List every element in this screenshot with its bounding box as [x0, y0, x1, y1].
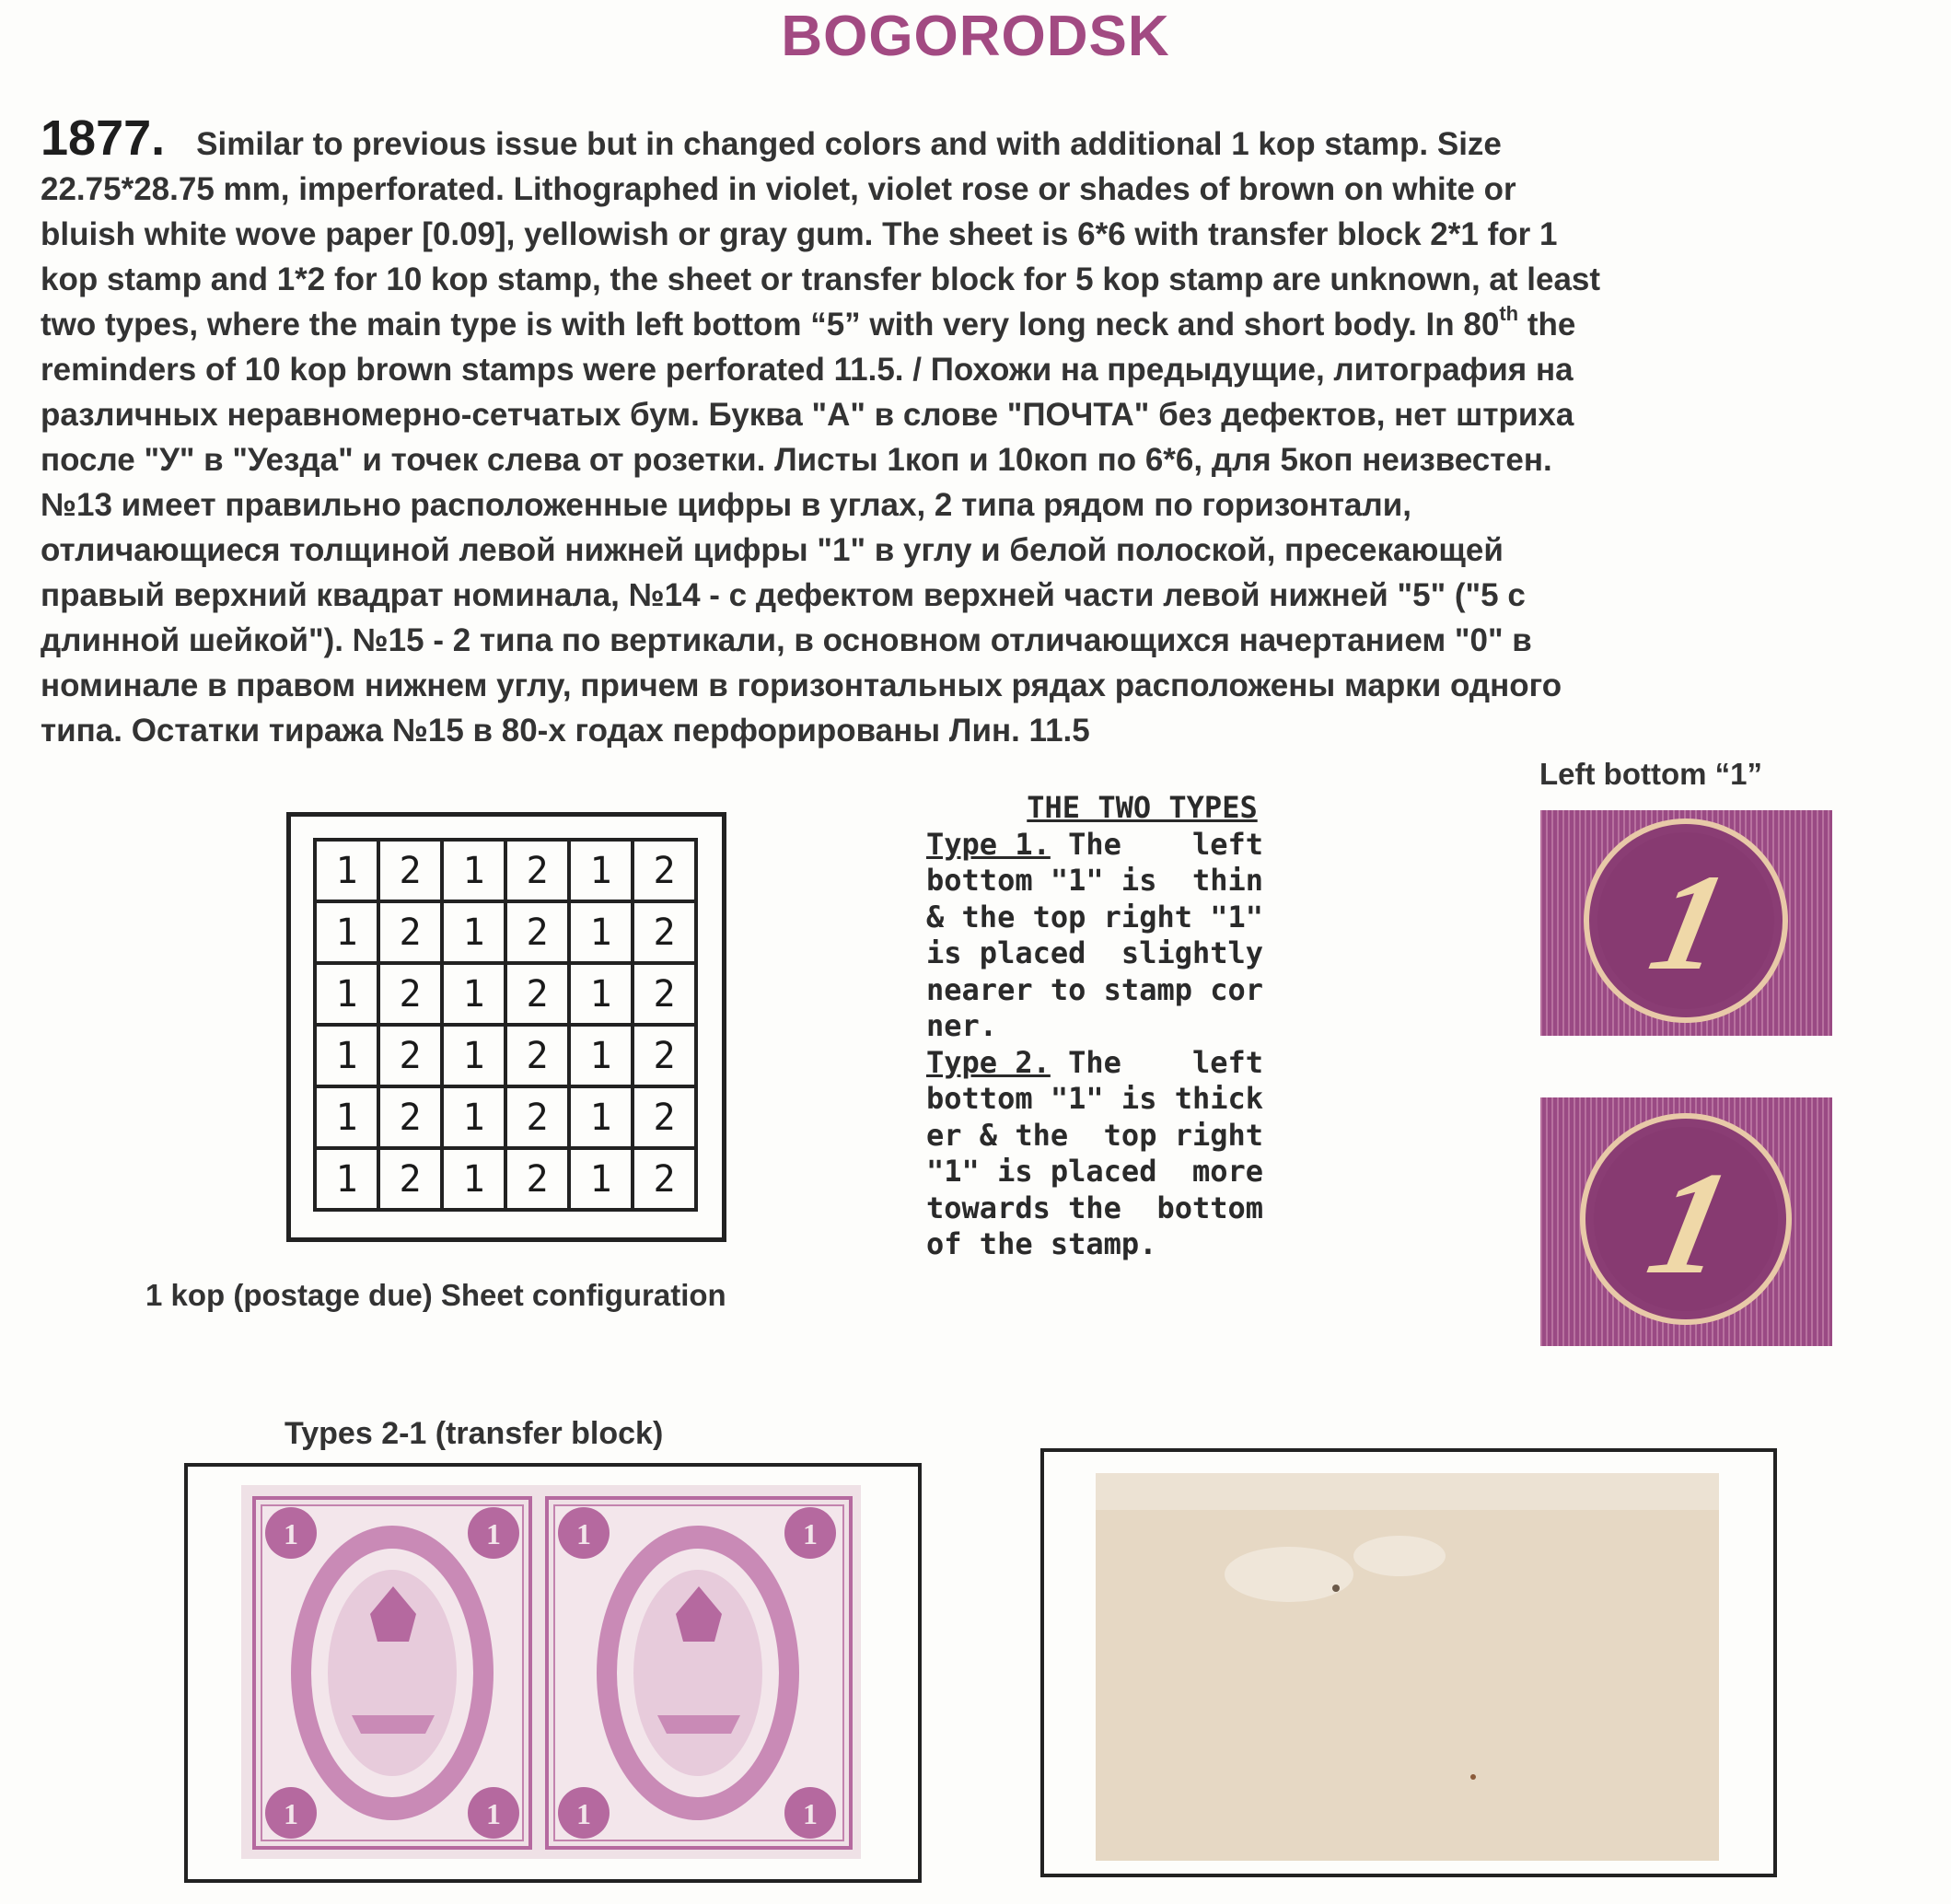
sheet-cell-type: 1	[444, 1027, 507, 1088]
sheet-cell-type: 1	[444, 842, 507, 903]
stamp-left-corner-value: 1	[284, 1797, 298, 1830]
transfer-block-caption: Types 2-1 (transfer block)	[285, 1416, 664, 1451]
enlargement-type1-digit: 1	[1639, 845, 1741, 999]
stamp-right	[547, 1498, 851, 1848]
sheet-cell-type: 2	[507, 1150, 571, 1212]
sheet-cell-type: 1	[317, 842, 380, 903]
sheet-cell-type: 2	[380, 1088, 444, 1150]
sheet-cell-type: 1	[571, 903, 634, 965]
sheet-cell-type: 2	[507, 1088, 571, 1150]
stamp-left-corner-value: 1	[486, 1797, 501, 1830]
sheet-cell-type: 1	[444, 1150, 507, 1212]
intro-paragraph	[41, 110, 1928, 753]
sheet-cell-type: 2	[380, 965, 444, 1027]
sheet-cell-type: 2	[380, 903, 444, 965]
sheet-cell-type: 2	[634, 903, 698, 965]
sheet-cell-type: 2	[507, 1027, 571, 1088]
sheet-cell-type: 2	[507, 965, 571, 1027]
sheet-cell-type: 2	[634, 1088, 698, 1150]
sheet-cell-type: 2	[507, 842, 571, 903]
type1-description	[926, 827, 1345, 1045]
sheet-cell-type: 1	[571, 1150, 634, 1212]
sheet-cell-type: 1	[317, 965, 380, 1027]
intro-text-a: Similar to previous issue but in changed colors and with additional 1 kop stamp. Size 22.75*28.75 mm, imperforated. Lithographed in violet, violet rose or shades of brown on white or bluish white wove paper [0.09], yellowish or gray gum. The sheet is 6*6 with transfer block 2*1 for 1 kop stamp and 1*2 for 10 kop stamp, the sheet or transfer block for 5 kop stamp are unknown, at least two types, where the main type is with left bottom “5” with very long neck and short body. In 80	[41, 126, 1601, 342]
stamp-right-corner-value: 1	[576, 1517, 591, 1550]
sheet-cell-type: 2	[634, 1150, 698, 1212]
stamp-left-corner-value: 1	[486, 1517, 501, 1550]
sheet-cell-type: 1	[317, 1027, 380, 1088]
sheet-configuration-grid	[313, 838, 698, 1212]
stamp-right-corner-value: 1	[803, 1797, 818, 1830]
sheet-cell-type: 1	[571, 842, 634, 903]
sheet-cell-type: 1	[571, 1027, 634, 1088]
sheet-cell-type: 2	[380, 1150, 444, 1212]
sheet-cell-type: 1	[317, 1150, 380, 1212]
stamp-left	[254, 1498, 530, 1848]
sheet-cell-type: 1	[444, 1088, 507, 1150]
stamp-right-corner-value: 1	[803, 1517, 818, 1550]
type1-label: Type 1.	[926, 826, 1051, 862]
issue-year: 1877.	[41, 110, 166, 166]
sheet-cell-type: 1	[317, 1088, 380, 1150]
sheet-cell-type: 1	[571, 965, 634, 1027]
stamp-reverse-image	[1096, 1473, 1719, 1861]
sheet-cell-type: 2	[634, 1027, 698, 1088]
sheet-caption: 1 kop (postage due) Sheet configuration	[145, 1278, 726, 1312]
stamp-right-corner-value: 1	[576, 1797, 591, 1830]
sheet-cell-type: 2	[634, 965, 698, 1027]
type2-description	[926, 1045, 1345, 1263]
type2-label: Type 2.	[926, 1044, 1051, 1080]
page-title: BOGORODSK	[781, 5, 1170, 68]
intro-text-b: the reminders of 10 kop brown stamps were perforated 11.5. / Похожи на предыдущие, литография на различных неравномерно-сетчатых бум. Буква "А" в слове "ПОЧТА" без дефектов, нет штриха после "У" в "Уезда" и точек слева от розетки. Листы 1коп и 10коп по 6*6, для 5коп неизвестен. №13 имеет правильно расположенные цифры в углах, 2 типа рядом по горизонтали, отличающиеся толщиной левой нижней цифры "1" в углу и белой полоской, пресекающей правый верхний квадрат номинала, №14 - с дефектом верхней части левой нижней "5" ("5 с длинной шейкой"). №15 - 2 типа по вертикали, в основном отличающихся начертанием "0" в номинале в правом нижнем углу, причем в горизонтальных рядах расположены марки одного типа. Остатки тиража №15 в 80-х годах перфорированы Лин. 11.5	[41, 307, 1576, 749]
type1-text: The left bottom "1" is thin & the top right "1" is placed slightly nearer to stamp cor ner.	[926, 826, 1264, 1043]
sheet-cell-type: 1	[444, 903, 507, 965]
sheet-cell-type: 1	[571, 1088, 634, 1150]
two-types-note	[926, 790, 1345, 1263]
enlargement-type2-digit: 1	[1636, 1141, 1745, 1305]
stamp-pair-image	[241, 1485, 861, 1859]
enlargement-type2-image	[1540, 1097, 1832, 1346]
sheet-cell-type: 2	[380, 842, 444, 903]
type2-text: The left bottom "1" is thick er & the top right "1" is placed more towards the bottom of the stamp.	[926, 1044, 1264, 1261]
enlargement-caption: Left bottom “1”	[1539, 757, 1762, 791]
stamp-left-corner-value: 1	[284, 1517, 298, 1550]
sheet-cell-type: 2	[380, 1027, 444, 1088]
two-types-heading: THE TWO TYPES	[1027, 790, 1258, 825]
intro-superscript: th	[1499, 302, 1519, 325]
sheet-cell-type: 1	[444, 965, 507, 1027]
sheet-cell-type: 2	[634, 842, 698, 903]
sheet-cell-type: 1	[317, 903, 380, 965]
enlargement-type1-image	[1540, 810, 1832, 1036]
sheet-cell-type: 2	[507, 903, 571, 965]
